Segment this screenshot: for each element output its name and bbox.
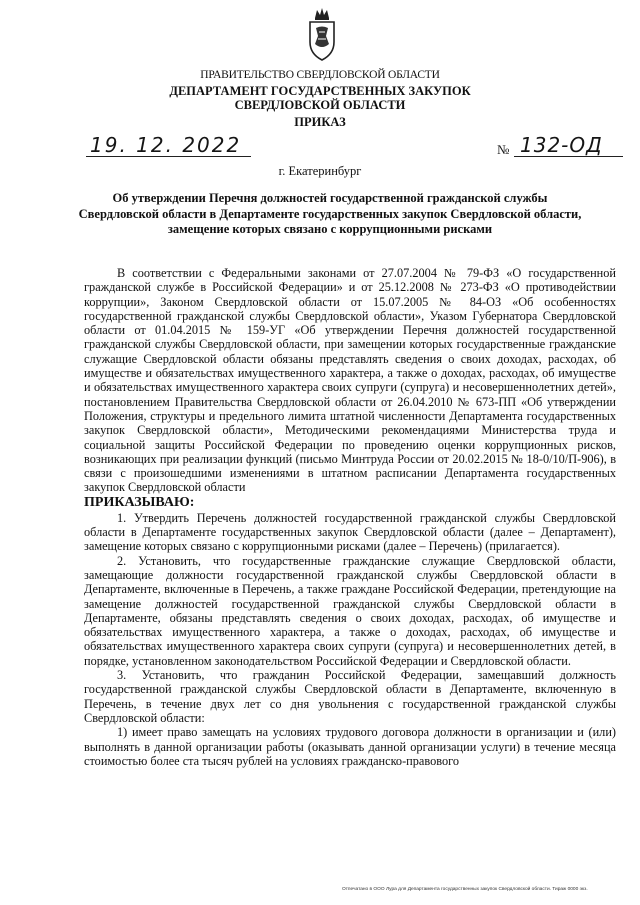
government-name: ПРАВИТЕЛЬСТВО СВЕРДЛОВСКОЙ ОБЛАСТИ [200,69,440,81]
title-line-1: Об утверждении Перечня должностей государственной гражданской службы [112,191,548,205]
print-footer-note: Отпечатано в ООО Лура для Департамента государственных закупок Свердловской области. Тираж 0000 экз. [342,887,588,892]
item-2-paragraph: 2. Установить, что государственные гражданские служащие Свердловской области, замещающие должности государственной гражданской службы Свердловской области в Департаменте, включенные в Перечень, а также граждане Российской Федерации, претендующие на замещение должностей государственной гражданской службы Свердловской области в Департаменте, обязаны представлять сведения о своих доходах, расходах, об имуществе и обязательствах имущественного характера, а также о доходах, расходах, об имуществе и обязательствах имущественного характера своих супруги (супруга) и несовершеннолетних детей, в порядке, установленном законодательством Российской Федерации и Свердловской области. [84,553,616,668]
item-3-paragraph: 3. Установить, что гражданин Российской Федерации, замещавший должность государственной гражданской службы Свердловской области в Департаменте, включенную в Перечень, в течение двух лет со дня увольнения с государственной гражданской службы Свердловской области: [84,668,616,725]
handwritten-date: 19. 12. 2022 [86,134,251,157]
order-directive: ПРИКАЗЫВАЮ: [84,494,195,510]
title-line-3: замещение которых связано с коррупционными рисками [167,222,493,236]
item-3-1-paragraph: 1) имеет право замещать на условиях трудового договора должности в организации и (или) выполнять в данной организации работы (оказывать данной организации услуги) в течение месяца стоимостью более ста тысяч рублей на условиях гражданско-правового [84,725,616,768]
handwritten-order-number: 132-ОД [514,134,623,157]
department-name [0,84,640,112]
order-title [60,191,600,238]
item-1-paragraph: 1. Утвердить Перечень должностей государственной гражданской службы Свердловской области в Департаменте государственных закупок Свердловской области (далее – Департамент), замещение которых связано с коррупционными рисками (далее – Перечень) (прилагается). [84,510,616,554]
department-line-2: СВЕРДЛОВСКОЙ ОБЛАСТИ [234,98,406,112]
city: г. Екатеринбург [278,164,362,178]
number-sign: № [497,142,510,157]
title-line-2: Свердловской области в Департаменте государственных закупок Свердловской области, [78,206,582,221]
department-line-1: ДЕПАРТАМЕНТ ГОСУДАРСТВЕННЫХ ЗАКУПОК [169,84,471,98]
order-body [84,266,616,768]
coat-of-arms-icon [307,6,337,62]
preamble-paragraph: В соответствии с Федеральными законами от 27.07.2004 № 79-ФЗ «О государственной гражданской службе в Российской Федерации» и от 25.12.2008 № 273-ФЗ «О противодействии коррупции», Законом Свердловской области от 15.07.2005 № 84-ОЗ «Об особенностях государственной гражданской службы Свердловской области», Указом Губернатора Свердловской области от 01.04.2015 № 159-УГ «Об утверждении Перечня должностей государственной гражданской службы Свердловской области, при замещении которых государственные гражданские служащие Свердловской области обязаны представлять сведения о своих доходах, расходах, об имуществе и обязательствах имущественного характера, а также о доходах, расходах, об имуществе и обязательствах имущественного характера своих супруги (супруга) и несовершеннолетних детей», постановлением Правительства Свердловской области от 26.04.2010 № 673-ПП «Об утверждении Положения, структуры и предельного лимита штатной численности Департамента государственных закупок Свердловской области», Методическими рекомендациями Министерства труда и социальной защиты Российской Федерации по проведению оценки коррупционных рисков, возникающих при реализации функций (письмо Минтруда России от 20.02.2015 № 18-0/10/П-906), в связи с произошедшими изменениями в штатном расписании Департамента государственных закупок Свердловской области [84,266,616,495]
doc-type: ПРИКАЗ [294,115,346,129]
